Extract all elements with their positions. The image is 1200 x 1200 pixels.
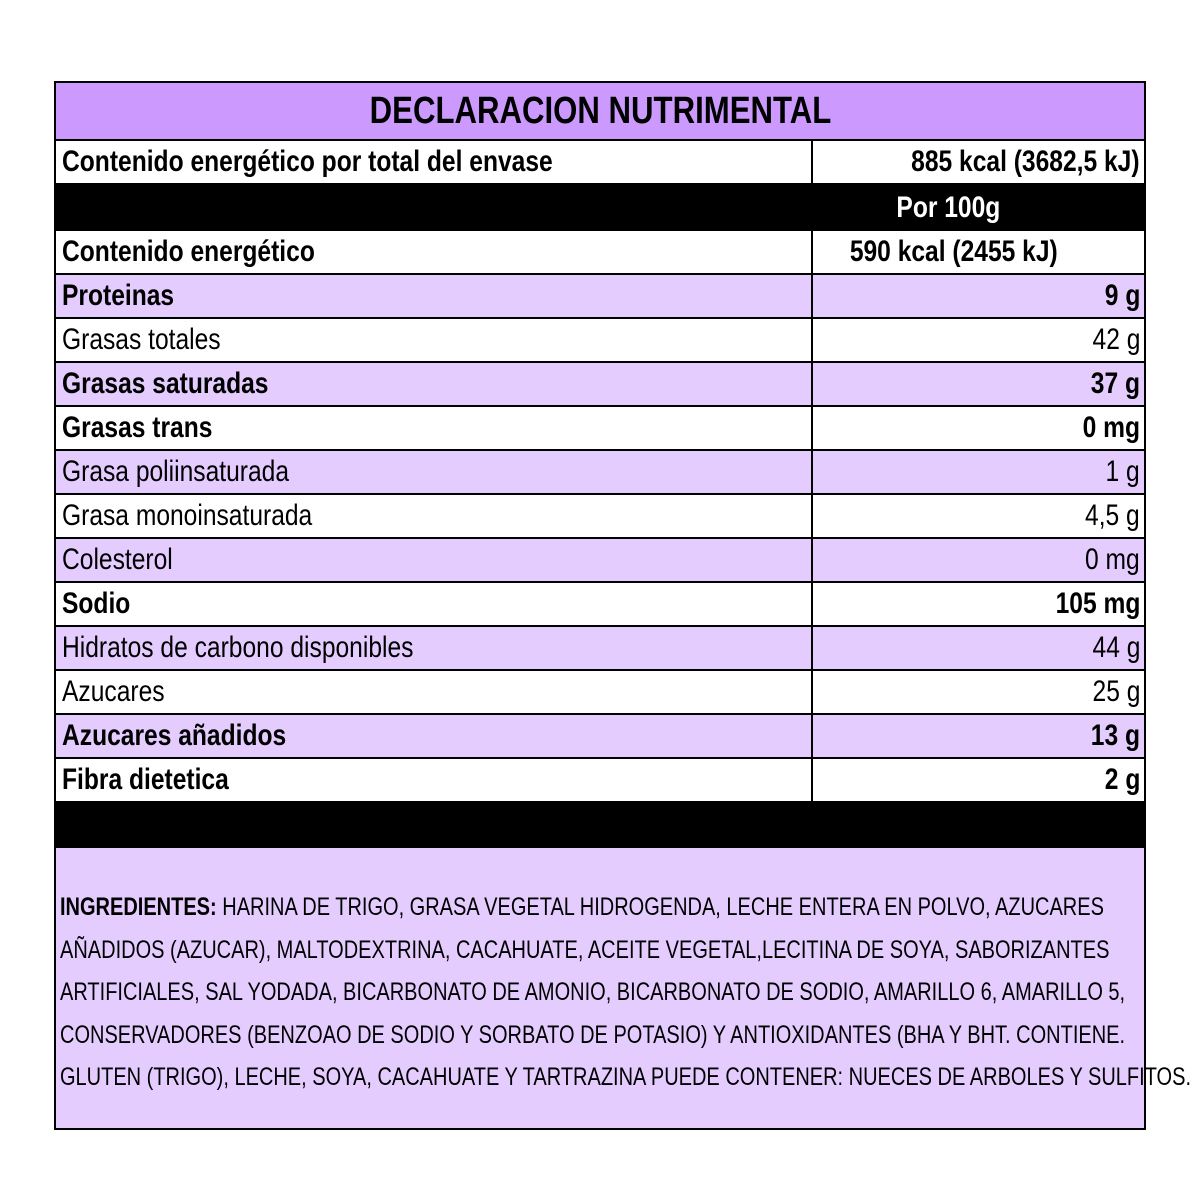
ingredients-line: GLUTEN (TRIGO), LECHE, SOYA, CACAHUATE Y TARTRAZINA PUEDE CONTENER: NUECES DE ARBOLES Y SULFITOS. [60, 1063, 1191, 1091]
nutrient-row [56, 319, 1144, 363]
nutrient-row [56, 363, 1144, 407]
nutrient-label: Grasa poliinsaturada [62, 455, 289, 488]
nutrient-row [56, 627, 1144, 671]
nutrient-row [56, 671, 1144, 715]
nutrient-value: 25 g [1092, 675, 1140, 708]
nutrient-row [56, 715, 1144, 759]
ingredients-line: CONSERVADORES (BENZOAO DE SODIO Y SORBATO DE POTASIO) Y ANTIOXIDANTES (BHA Y BHT. CONTIENE. [60, 1020, 1126, 1049]
row-label: Contenido energético [62, 235, 315, 268]
nutrient-value: 44 g [1092, 631, 1140, 664]
nutrient-value: 9 g [1104, 279, 1140, 312]
nutrient-label: Azucares añadidos [62, 719, 287, 752]
row-label: Contenido energético por total del envase [62, 145, 553, 178]
nutrient-value: 2 g [1104, 763, 1140, 796]
nutrient-label: Colesterol [62, 543, 173, 576]
nutrient-row [56, 759, 1144, 803]
nutrient-row [56, 407, 1144, 451]
nutrient-label: Sodio [62, 587, 131, 620]
per-header-text: Por 100g [896, 191, 1001, 224]
nutrient-label: Grasas trans [62, 411, 213, 444]
nutrient-label: Fibra dietetica [62, 763, 229, 796]
nutrient-row [56, 583, 1144, 627]
nutrient-label: Grasas saturadas [62, 367, 269, 400]
energy-row [56, 231, 1144, 275]
nutrient-row [56, 275, 1144, 319]
row-value: 590 kcal (2455 kJ) [849, 235, 1058, 268]
ingredients-line: ARTIFICIALES, SAL YODADA, BICARBONATO DE AMONIO, BICARBONATO DE SODIO, AMARILLO 6, AMARILLO 5, [60, 978, 1126, 1006]
nutrient-row [56, 495, 1144, 539]
nutrient-value: 1 g [1105, 455, 1140, 488]
nutrient-row [56, 451, 1144, 495]
nutrition-table [54, 81, 1191, 1130]
total-energy-row [56, 141, 1144, 185]
ingredients-line [60, 886, 1138, 929]
nutrient-value: 13 g [1090, 719, 1140, 752]
row-value: 885 kcal (3682,5 kJ) [911, 145, 1140, 178]
nutrient-label: Proteinas [62, 279, 175, 312]
nutrient-label: Grasa monoinsaturada [62, 499, 313, 532]
nutrient-label: Azucares [62, 675, 165, 708]
separator-bar [56, 803, 1144, 846]
nutrient-value: 105 mg [1055, 587, 1140, 620]
nutrient-value: 0 mg [1082, 411, 1140, 444]
table-title [56, 83, 1144, 141]
ingredients-text: HARINA DE TRIGO, GRASA VEGETAL HIDROGENDA, LECHE ENTERA EN POLVO, AZUCARES [216, 893, 1104, 921]
ingredients-line: AÑADIDOS (AZUCAR), MALTODEXTRINA, CACAHUATE, ACEITE VEGETAL,LECITINA DE SOYA, SABORIZANTES [60, 935, 1110, 964]
nutrient-label: Hidratos de carbono disponibles [62, 631, 414, 664]
per-100g-header [56, 185, 1144, 231]
nutrient-value: 0 mg [1085, 543, 1140, 576]
ingredients-section [56, 846, 1191, 1128]
ingredients-label: INGREDIENTES: [60, 893, 217, 921]
title-text: DECLARACION NUTRIMENTAL [369, 89, 831, 132]
nutrient-value: 37 g [1090, 367, 1140, 400]
nutrient-value: 42 g [1092, 323, 1140, 356]
nutrient-row [56, 539, 1144, 583]
nutrient-value: 4,5 g [1085, 499, 1140, 532]
nutrient-label: Grasas totales [62, 323, 221, 356]
